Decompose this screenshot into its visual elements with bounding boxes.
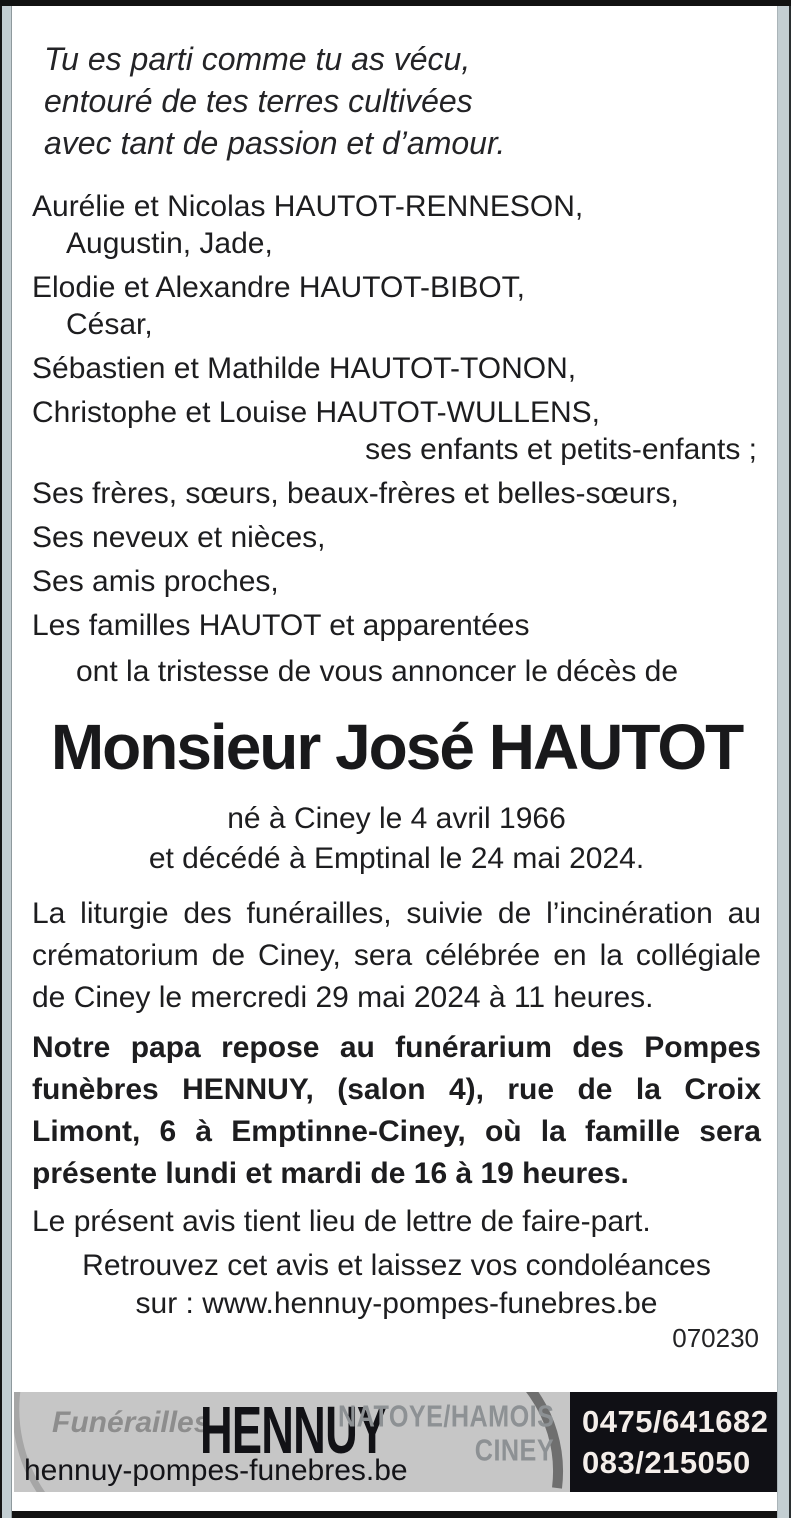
- locations-line: CINEY: [474, 1433, 554, 1468]
- family-children-line: Augustin, Jade,: [66, 227, 273, 260]
- family-list: [32, 188, 761, 644]
- ceremony-paragraph: La liturgie des funérailles, suivie de l’incinération au crématorium de Ciney, sera célébrée en la collégiale de Ciney le mercredi 29 mai 2024 à 11 heures.: [32, 897, 761, 1014]
- relatives-line: Ses amis proches,: [32, 565, 279, 598]
- birth-line: né à Ciney le 4 avril 1966: [227, 802, 566, 835]
- family-line: Aurélie et Nicolas HAUTOT-RENNESON,: [32, 190, 584, 223]
- condolences-line: Retrouvez cet avis et laissez vos condoléances: [82, 1249, 711, 1282]
- relatives-line: Les familles HAUTOT et apparentées: [32, 609, 530, 642]
- birth-death-dates: [32, 799, 761, 879]
- phone-number: 083/215050: [582, 1445, 751, 1480]
- family-line: Christophe et Louise HAUTOT-WULLENS,: [32, 396, 600, 429]
- death-line: et décédé à Emptinal le 24 mai 2024.: [148, 842, 645, 875]
- funeral-home-banner: [14, 1392, 777, 1492]
- condolences-block: [32, 1247, 761, 1323]
- deceased-name: Monsieur José HAUTOT: [50, 711, 743, 783]
- condolences-website-line: sur : www.hennuy-pompes-funebres.be: [135, 1287, 658, 1320]
- locations-line: NATOYE/HAMOIS: [337, 1399, 554, 1434]
- right-scan-edge: [777, 5, 791, 1518]
- top-border: [0, 0, 791, 6]
- quote-line: avec tant de passion et d’amour.: [44, 125, 506, 161]
- children-grandchildren-line: ses enfants et petits-enfants ;: [365, 433, 757, 466]
- faire-part-line: Le présent avis tient lieu de lettre de faire-part.: [32, 1205, 651, 1238]
- relatives-line: Ses frères, sœurs, beaux-frères et belles-sœurs,: [32, 477, 679, 510]
- family-line: Sébastien et Mathilde HAUTOT-TONON,: [32, 352, 577, 385]
- family-line: Elodie et Alexandre HAUTOT-BIBOT,: [32, 271, 525, 304]
- reference-number: 070230: [672, 1323, 759, 1353]
- notice-body: [12, 6, 777, 1351]
- left-scan-edge: [0, 5, 12, 1518]
- phone-number: 0475/641682: [582, 1404, 769, 1439]
- quote-line: Tu es parti comme tu as vécu,: [44, 41, 471, 77]
- brand-name-logo: HENNUY: [200, 1393, 387, 1468]
- brand-prefix-label: Funérailles: [52, 1406, 211, 1439]
- phone-numbers-box: [570, 1392, 777, 1492]
- bottom-border: [12, 1511, 777, 1518]
- quote-line: entouré de tes terres cultivées: [44, 83, 473, 119]
- epitaph-quote: [44, 38, 761, 164]
- announcement-line: ont la tristesse de vous annoncer le décès de: [76, 655, 679, 688]
- banner-brand-panel: [14, 1392, 570, 1492]
- relatives-line: Ses neveux et nièces,: [32, 521, 326, 554]
- family-children-line: César,: [66, 308, 153, 341]
- repose-paragraph: Notre papa repose au funérarium des Pompes funèbres HENNUY, (salon 4), rue de la Croix Limont, 6 à Emptinne-Ciney, où la famille sera présente lundi et mardi de 16 à 19 heures.: [32, 1031, 761, 1190]
- website-label: hennuy-pompes-funebres.be: [24, 1454, 408, 1487]
